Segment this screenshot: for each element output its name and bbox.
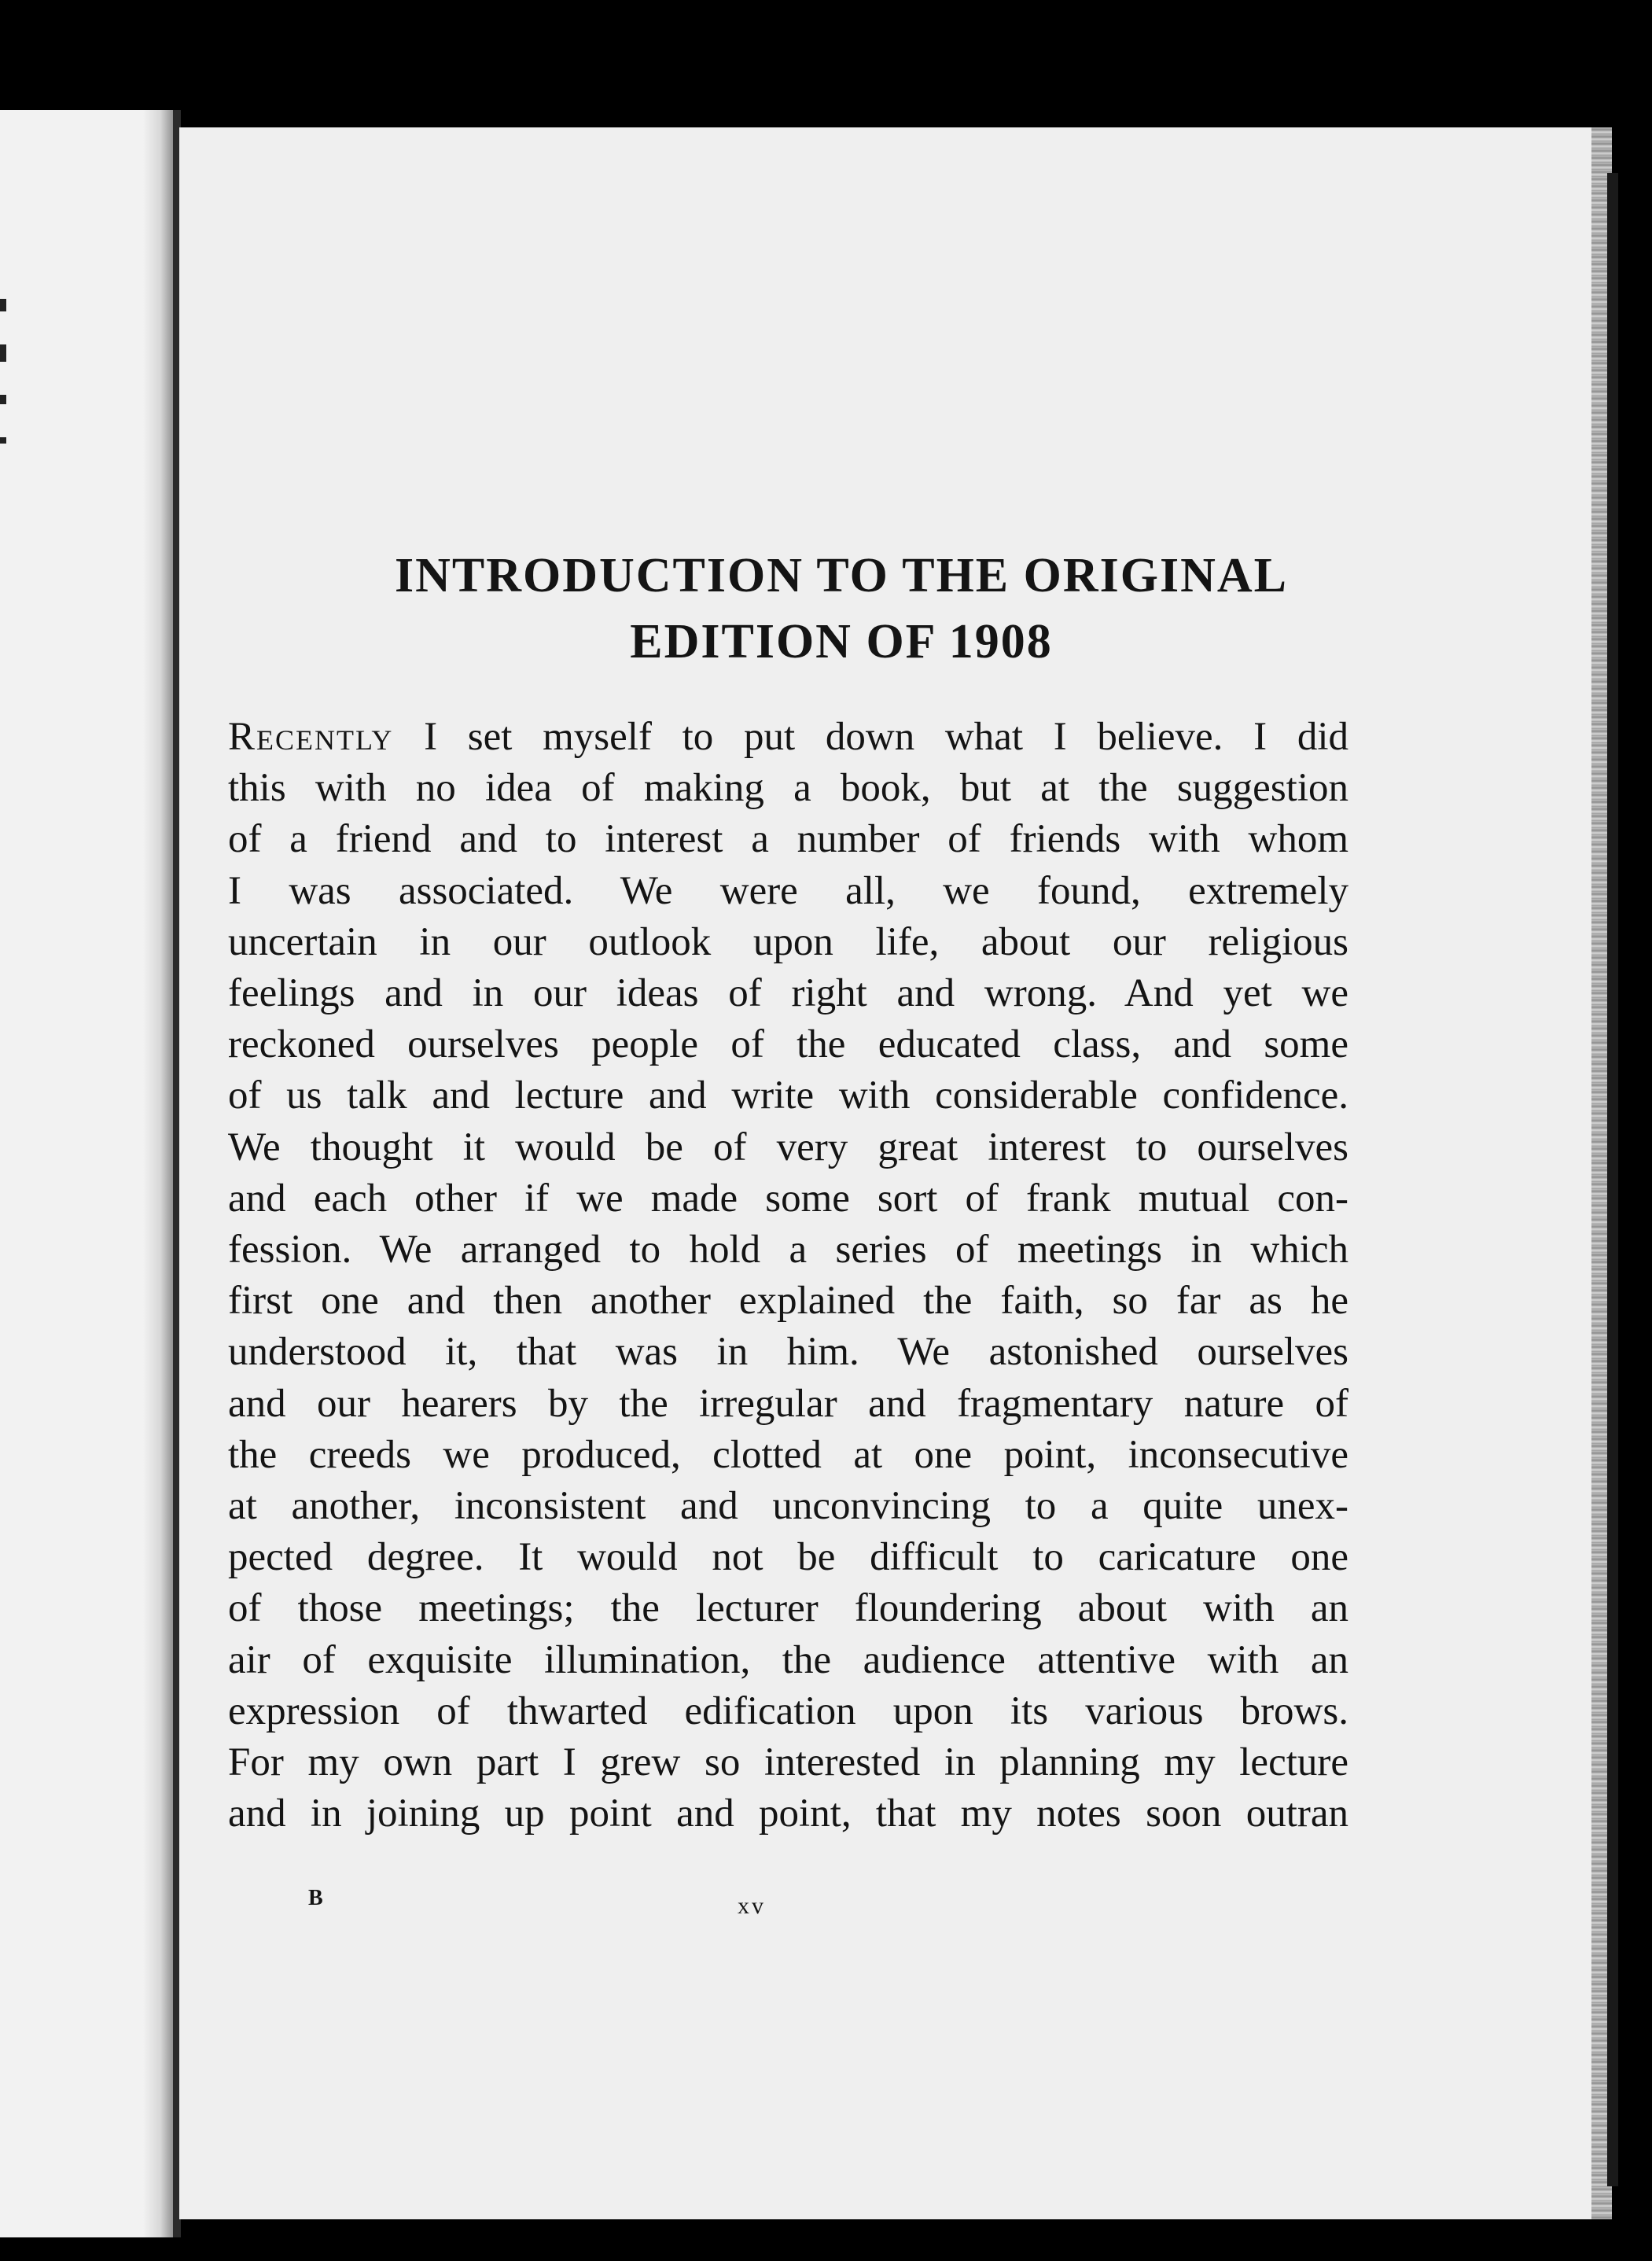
body-line: and in joining up point and point, that my notes soon outran <box>228 1791 1348 1836</box>
body-line: the creeds we produced, clotted at one point, inconsecutive <box>228 1432 1348 1477</box>
body-line: reckoned ourselves people of the educated class, and some <box>228 1022 1348 1067</box>
body-line: air of exquisite illumination, the audience attentive with an <box>228 1637 1348 1682</box>
drop-word: Recently <box>228 715 394 759</box>
body-line: feelings and in our ideas of right and wrong. And yet we <box>228 971 1348 1016</box>
body-line: We thought it would be of very great interest to ourselves <box>228 1125 1348 1169</box>
body-line: and our hearers by the irregular and fragmentary nature of <box>228 1381 1348 1426</box>
body-line: of those meetings; the lecturer floundering about with an <box>228 1586 1348 1631</box>
page-stack-shadow <box>1607 173 1618 2186</box>
body-paragraph <box>228 712 1348 1839</box>
body-line: pected degree. It would not be difficult to caricature one <box>228 1535 1348 1580</box>
body-line: uncertain in our outlook upon life, about our religious <box>228 919 1348 964</box>
facing-page-edge <box>143 110 175 2237</box>
chapter-heading <box>252 543 1431 675</box>
body-line: first one and then another explained the faith, so far as he <box>228 1279 1348 1324</box>
body-line-text: I set myself to put down what I believe. I did <box>393 715 1348 759</box>
page-number: xv <box>738 1893 766 1919</box>
body-line: expression of thwarted edification upon its various brows. <box>228 1688 1348 1733</box>
chapter-heading-line-2: EDITION OF 1908 <box>630 615 1053 668</box>
body-line: For my own part I grew so interested in planning my lecture <box>228 1740 1348 1785</box>
chapter-heading-line-1: INTRODUCTION TO THE ORIGINAL <box>394 549 1289 602</box>
body-line: and each other if we made some sort of frank mutual con- <box>228 1176 1348 1221</box>
body-line: of a friend and to interest a number of friends with whom <box>228 817 1348 862</box>
body-line: understood it, that was in him. We astonished ourselves <box>228 1330 1348 1375</box>
body-line: of us talk and lecture and write with considerable confidence. <box>228 1073 1348 1118</box>
body-line: at another, inconsistent and unconvincing to a quite unex- <box>228 1484 1348 1529</box>
facing-page-text-fragments <box>0 299 8 477</box>
body-line: fession. We arranged to hold a series of meetings in which <box>228 1228 1348 1272</box>
signature-mark: B <box>308 1886 323 1910</box>
body-line: I was associated. We were all, we found, extremely <box>228 868 1348 913</box>
body-line: this with no idea of making a book, but at the suggestion <box>228 766 1348 811</box>
body-line <box>228 712 1348 763</box>
